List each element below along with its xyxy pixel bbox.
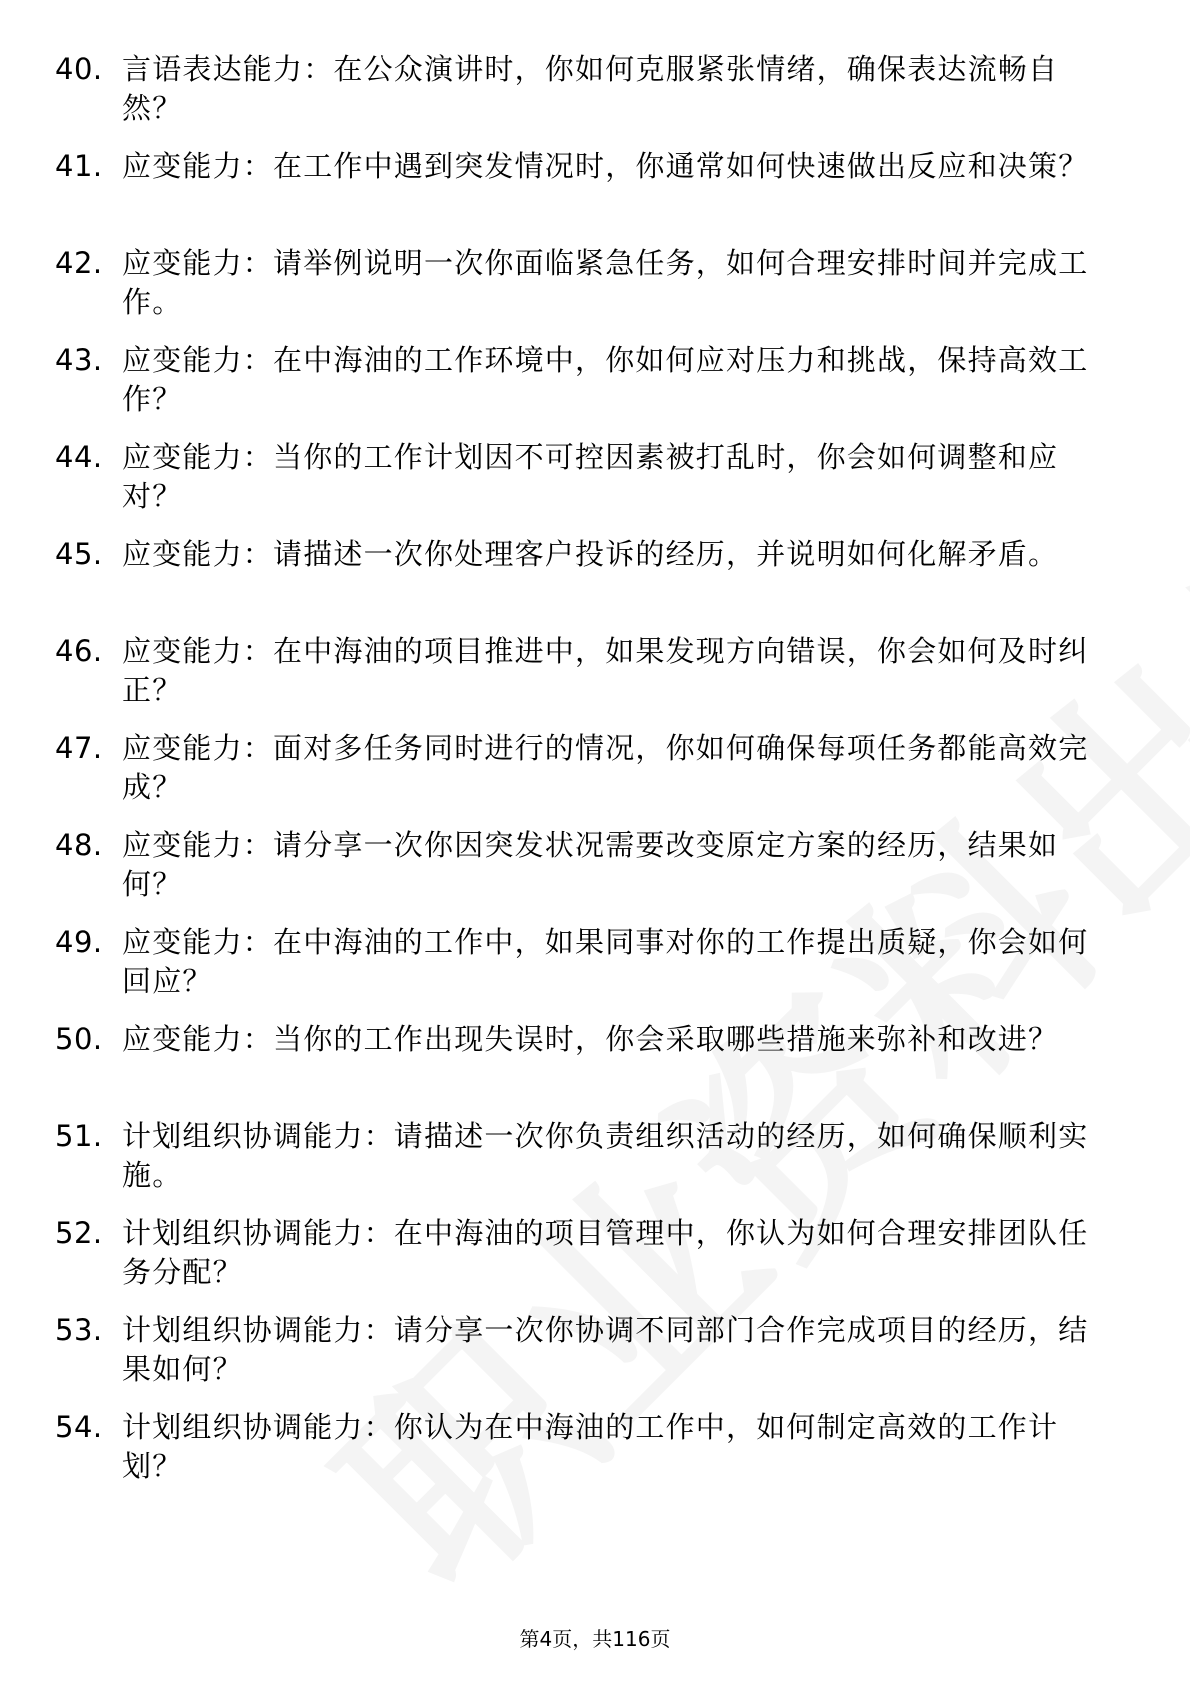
question-text: 应变能力：在中海油的工作中，如果同事对你的工作提出质疑，你会如何回应？ [122,925,1089,998]
question-text: 应变能力：在中海油的工作环境中，你如何应对压力和挑战，保持高效工作？ [122,343,1089,416]
question-text: 计划组织协调能力：请分享一次你协调不同部门合作完成项目的经历，结果如何？ [122,1313,1089,1386]
question-number: 48. [55,828,103,862]
list-item [55,632,1115,712]
question-number: 41. [55,149,103,183]
question-number: 49. [55,925,103,959]
question-number: 54. [55,1410,103,1444]
question-number: 42. [55,246,103,280]
question-number: 46. [55,634,103,668]
page-footer: 第4页，共116页 [519,1627,671,1651]
list-item [55,438,1115,518]
list-item [55,341,1115,421]
question-text: 应变能力：面对多任务同时进行的情况，你如何确保每项任务都能高效完成？ [122,731,1089,804]
list-item [55,1117,1115,1197]
question-number: 51. [55,1119,103,1153]
question-text: 应变能力：请举例说明一次你面临紧急任务，如何合理安排时间并完成工作。 [122,246,1089,319]
question-text: 计划组织协调能力：在中海油的项目管理中，你认为如何合理安排团队任务分配？ [122,1216,1089,1289]
question-text: 应变能力：当你的工作计划因不可控因素被打乱时，你会如何调整和应对？ [122,440,1059,513]
question-text: 计划组织协调能力：请描述一次你负责组织活动的经历，如何确保顺利实施。 [122,1119,1089,1192]
list-item [55,1020,1115,1100]
list-item [55,1214,1115,1294]
list-item [55,1311,1115,1391]
question-text: 应变能力：在中海油的项目推进中，如果发现方向错误，你会如何及时纠正？ [122,634,1089,707]
list-item [55,1408,1115,1488]
question-number: 47. [55,731,103,765]
question-number: 45. [55,537,103,571]
question-list [55,50,1115,1505]
list-item [55,923,1115,1003]
question-number: 40. [55,52,103,86]
question-number: 52. [55,1216,103,1250]
question-number: 44. [55,440,103,474]
question-text: 计划组织协调能力：你认为在中海油的工作中，如何制定高效的工作计划？ [122,1410,1059,1483]
list-item [55,147,1115,227]
list-item [55,729,1115,809]
question-text: 应变能力：请描述一次你处理客户投诉的经历，并说明如何化解矛盾。 [122,537,1059,571]
question-text: 应变能力：请分享一次你因突发状况需要改变原定方案的经历，结果如何？ [122,828,1059,901]
question-text: 言语表达能力：在公众演讲时，你如何克服紧张情绪，确保表达流畅自然？ [122,52,1059,125]
list-item [55,535,1115,615]
question-number: 43. [55,343,103,377]
question-text: 应变能力：当你的工作出现失误时，你会采取哪些措施来弥补和改进？ [122,1022,1059,1056]
question-text: 应变能力：在工作中遇到突发情况时，你通常如何快速做出反应和决策？ [122,149,1089,183]
list-item [55,50,1115,130]
list-item [55,826,1115,906]
question-number: 53. [55,1313,103,1347]
list-item [55,244,1115,324]
question-number: 50. [55,1022,103,1056]
